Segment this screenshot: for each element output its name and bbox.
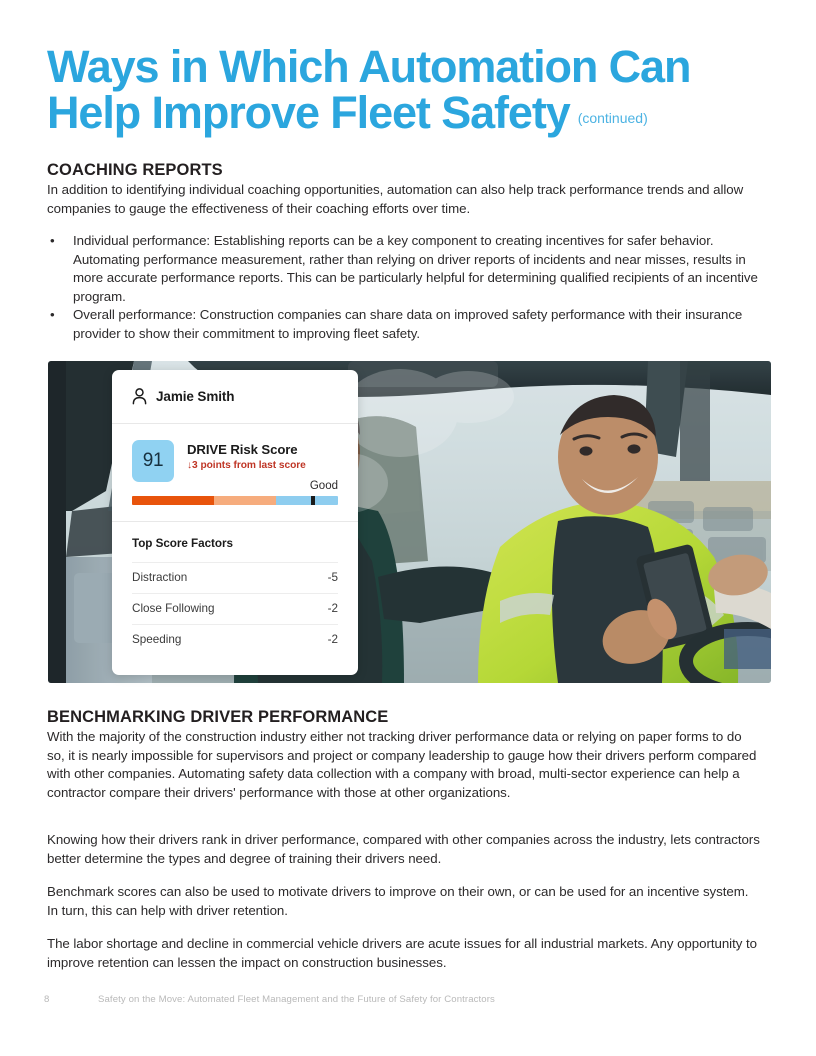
factor-label: Distraction bbox=[132, 571, 188, 584]
top-score-factors-section bbox=[112, 522, 358, 655]
factor-value: -5 bbox=[327, 571, 338, 584]
paragraph-benchmarking-2: Knowing how their drivers rank in driver performance, compared with other companies across the industry, lets contractors better determine the types and degree of training their drivers need. bbox=[47, 832, 760, 866]
table-row bbox=[132, 593, 338, 624]
score-meta bbox=[187, 440, 306, 471]
title-line-2 bbox=[47, 87, 747, 138]
bullet-marker: • bbox=[50, 307, 55, 323]
person-icon bbox=[132, 388, 147, 405]
heading-coaching-reports: COACHING REPORTS bbox=[47, 161, 223, 179]
gauge-segment-fair bbox=[214, 496, 276, 505]
paragraph-benchmarking-4: The labor shortage and decline in commercial vehicle drivers are acute issues for all industrial markets. Any opportunity to improve retention can lessen the impact on construction businesses. bbox=[47, 936, 757, 970]
factors-title: Top Score Factors bbox=[132, 537, 233, 550]
gauge-segment-poor bbox=[132, 496, 214, 505]
gauge-segment-good bbox=[276, 496, 338, 505]
bullet-list-coaching bbox=[47, 232, 759, 344]
bullet-marker: • bbox=[50, 233, 55, 248]
gauge-track bbox=[132, 496, 338, 505]
page-title bbox=[47, 41, 747, 138]
table-row bbox=[132, 624, 338, 655]
footer-title: Safety on the Move: Automated Fleet Management and the Future of Safety for Contractors bbox=[98, 994, 495, 1005]
page-footer bbox=[44, 994, 774, 1005]
score-row bbox=[132, 440, 338, 482]
score-delta: ↓3 points from last score bbox=[187, 460, 306, 471]
score-value: 91 bbox=[142, 450, 164, 471]
list-item bbox=[47, 306, 759, 343]
card-header bbox=[112, 370, 358, 424]
title-continued-label: (continued) bbox=[577, 110, 648, 126]
score-gauge bbox=[132, 480, 338, 505]
bullet-text: Overall performance: Construction companies can share data on improved safety performance with their insurance provider to show their commitment to improving fleet safety. bbox=[73, 307, 743, 341]
title-text-line2: Help Improve Fleet Safety bbox=[47, 87, 570, 138]
bullet-text: Individual performance: Establishing reports can be a key component to creating incentives for safer behavior. Automating performance measurement, rather than relying on driver reports of incidents and near misses, results in more accurate performance reports. This can be particularly helpful for determining qualified recipients of an incentive program. bbox=[73, 233, 758, 304]
risk-score-section bbox=[112, 424, 358, 522]
list-item bbox=[47, 232, 759, 306]
title-text-line1: Ways in Which Automation Can bbox=[47, 41, 691, 92]
factor-value: -2 bbox=[327, 633, 338, 646]
factor-label: Close Following bbox=[132, 602, 215, 615]
table-row bbox=[132, 562, 338, 593]
score-chip bbox=[132, 440, 174, 482]
score-label: DRIVE Risk Score bbox=[187, 442, 298, 457]
factor-value: -2 bbox=[327, 602, 338, 615]
paragraph-benchmarking-3: Benchmark scores can also be used to motivate drivers to improve on their own, or can be used for an incentive system. In turn, this can help with driver retention. bbox=[47, 884, 749, 918]
footer-page-number: 8 bbox=[44, 994, 50, 1005]
paragraph-coaching-intro: In addition to identifying individual coaching opportunities, automation can also help track performance trends and allow companies to gauge the effectiveness of their coaching efforts over time. bbox=[47, 182, 744, 216]
title-line-1 bbox=[47, 41, 747, 92]
heading-benchmarking: BENCHMARKING DRIVER PERFORMANCE bbox=[47, 708, 389, 726]
paragraph-benchmarking-1: With the majority of the construction industry either not tracking driver performance data or relying on paper forms to do so, it is nearly impossible for supervisors and project or company leadership to gauge how their drivers perform compared with other companies. Automating safety data collection with a company with broad, multi-sector experience can help a contractor compare their drivers' performance with those at other organizations. bbox=[47, 729, 757, 800]
gauge-marker bbox=[311, 496, 315, 505]
gauge-label: Good bbox=[309, 480, 338, 492]
driver-name: Jamie Smith bbox=[156, 389, 235, 404]
driver-score-card bbox=[112, 370, 358, 675]
factor-label: Speeding bbox=[132, 633, 182, 646]
